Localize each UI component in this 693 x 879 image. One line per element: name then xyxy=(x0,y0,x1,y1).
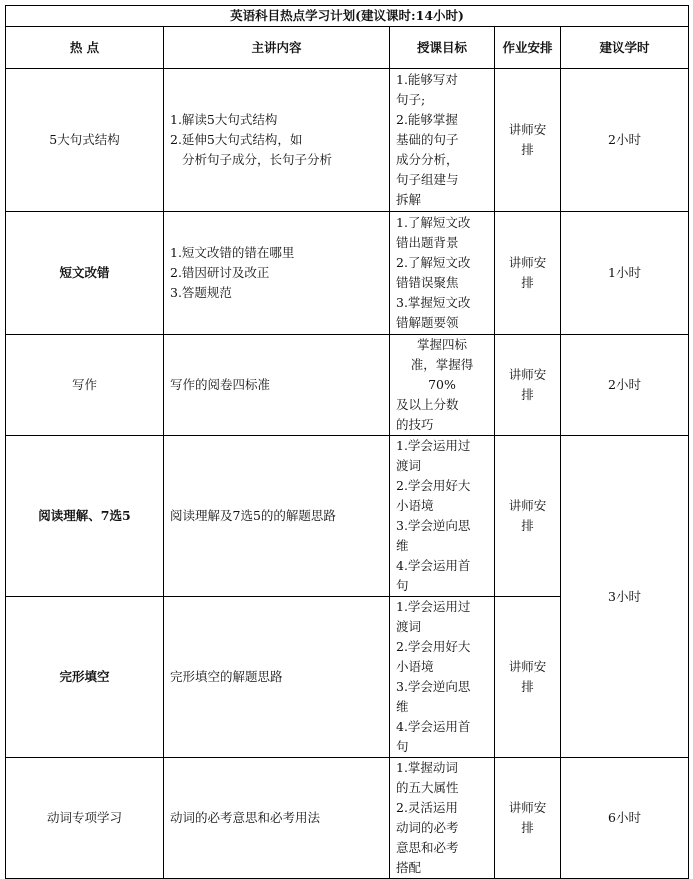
table-row xyxy=(6,436,689,597)
homework-line: 讲师安 xyxy=(508,800,547,815)
content-line: 阅读理解及7选5的的解题思路 xyxy=(170,508,336,523)
goal-line: 动词的必考 xyxy=(396,820,459,835)
homework-line: 讲师安 xyxy=(508,498,547,513)
homework-line: 排 xyxy=(521,679,534,694)
topic-cell: 动词专项学习 xyxy=(6,758,164,879)
goal-line: 句子组建与 xyxy=(396,172,459,187)
content-cell xyxy=(164,212,390,335)
hours-cell: 3小时 xyxy=(561,436,689,758)
hours-cell: 1小时 xyxy=(561,212,689,335)
homework-line: 排 xyxy=(521,820,534,835)
goal-line: 小语境 xyxy=(396,659,434,674)
goal-line: 句子; xyxy=(396,92,426,107)
content-line: 1.解读5大句式结构 xyxy=(170,112,278,127)
content-line: 2.错因研讨及改正 xyxy=(170,265,270,280)
goal-line: 意思和必考 xyxy=(396,840,459,855)
goal-line: 2.了解短文改 xyxy=(396,255,471,270)
homework-cell xyxy=(495,335,561,436)
goal-cell xyxy=(390,758,495,879)
header-topic: 热 点 xyxy=(6,27,164,69)
goal-line: 1.学会运用过 xyxy=(396,599,471,614)
goal-line: 2.学会用好大 xyxy=(396,639,471,654)
goal-line: 小语境 xyxy=(396,498,434,513)
goal-line: 及以上分数 xyxy=(396,397,459,412)
topic-cell: 完形填空 xyxy=(6,597,164,758)
content-line: 完形填空的解题思路 xyxy=(170,669,283,684)
homework-cell xyxy=(495,436,561,597)
goal-line: 句 xyxy=(396,578,409,593)
topic-cell: 短文改错 xyxy=(6,212,164,335)
table-row xyxy=(6,335,689,436)
goal-cell xyxy=(390,335,495,436)
content-cell xyxy=(164,436,390,597)
content-cell xyxy=(164,758,390,879)
goal-line: 维 xyxy=(396,699,409,714)
header-content: 主讲内容 xyxy=(164,27,390,69)
content-line: 写作的阅卷四标准 xyxy=(170,377,271,392)
goal-line: 4.学会运用首 xyxy=(396,558,471,573)
homework-cell xyxy=(495,69,561,212)
content-cell xyxy=(164,335,390,436)
table-row xyxy=(6,212,689,335)
goal-line: 4.学会运用首 xyxy=(396,719,471,734)
goal-line: 掌握四标 xyxy=(416,337,467,352)
content-line: 1.短文改错的错在哪里 xyxy=(170,245,295,260)
homework-line: 讲师安 xyxy=(508,659,547,674)
hours-cell: 2小时 xyxy=(561,69,689,212)
goal-line: 错出题背景 xyxy=(396,235,459,250)
goal-line: 2.灵活运用 xyxy=(396,800,458,815)
header-row xyxy=(6,27,689,69)
content-cell xyxy=(164,69,390,212)
goal-line: 错解题要领 xyxy=(396,315,459,330)
table-row xyxy=(6,758,689,879)
goal-line: 句 xyxy=(396,739,409,754)
topic-cell: 5大句式结构 xyxy=(6,69,164,212)
goal-line: 3.学会逆向思 xyxy=(396,518,471,533)
goal-line: 1.掌握动词 xyxy=(396,760,458,775)
homework-line: 排 xyxy=(521,142,534,157)
goal-line: 的技巧 xyxy=(396,417,434,432)
goal-line: 错错误聚焦 xyxy=(396,275,459,290)
goal-line: 2.学会用好大 xyxy=(396,478,471,493)
goal-line: 1.学会运用过 xyxy=(396,438,471,453)
goal-line: 准，掌握得 xyxy=(410,357,474,372)
table-title: 英语科目热点学习计划(建议课时:14小时) xyxy=(6,6,689,27)
header-homework: 作业安排 xyxy=(495,27,561,69)
table-row xyxy=(6,69,689,212)
goal-cell xyxy=(390,69,495,212)
goal-line: 2.能够掌握 xyxy=(396,112,458,127)
content-line: 2.延伸5大句式结构，如 xyxy=(170,132,303,147)
header-hours: 建议学时 xyxy=(561,27,689,69)
study-plan-table xyxy=(5,5,689,879)
homework-line: 讲师安 xyxy=(508,122,547,137)
goal-line: 1.能够写对 xyxy=(396,72,458,87)
goal-line: 成分分析， xyxy=(396,152,459,167)
goal-line: 基础的句子 xyxy=(396,132,459,147)
homework-line: 排 xyxy=(521,518,534,533)
homework-line: 排 xyxy=(521,275,534,290)
homework-cell xyxy=(495,597,561,758)
goal-cell xyxy=(390,436,495,597)
goal-line: 渡词 xyxy=(396,619,422,634)
homework-cell xyxy=(495,212,561,335)
goal-cell xyxy=(390,597,495,758)
goal-line: 的五大属性 xyxy=(396,780,459,795)
content-line: 动词的必考意思和必考用法 xyxy=(170,810,321,825)
content-line: 分析句子成分，长句子分析 xyxy=(182,152,333,167)
goal-line: 维 xyxy=(396,538,409,553)
topic-cell: 阅读理解、7选5 xyxy=(6,436,164,597)
goal-line: 渡词 xyxy=(396,458,422,473)
goal-line: 70% xyxy=(428,377,456,392)
goal-line: 3.掌握短文改 xyxy=(396,295,471,310)
homework-line: 排 xyxy=(521,387,534,402)
homework-line: 讲师安 xyxy=(508,255,547,270)
goal-line: 搭配 xyxy=(396,860,422,875)
homework-line: 讲师安 xyxy=(508,367,547,382)
content-line: 3.答题规范 xyxy=(170,285,232,300)
title-row xyxy=(6,6,689,27)
goal-line: 拆解 xyxy=(396,192,422,207)
hours-cell: 6小时 xyxy=(561,758,689,879)
header-goal: 授课目标 xyxy=(390,27,495,69)
topic-cell: 写作 xyxy=(6,335,164,436)
content-cell xyxy=(164,597,390,758)
goal-line: 3.学会逆向思 xyxy=(396,679,471,694)
goal-line: 1.了解短文改 xyxy=(396,215,471,230)
hours-cell: 2小时 xyxy=(561,335,689,436)
homework-cell xyxy=(495,758,561,879)
goal-cell xyxy=(390,212,495,335)
